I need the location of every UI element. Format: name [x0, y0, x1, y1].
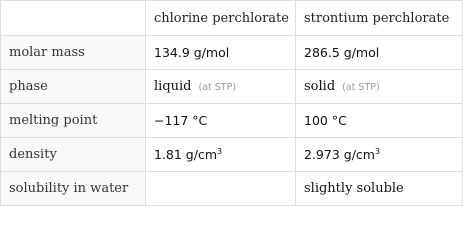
- stp-note: (at STP): [342, 82, 380, 93]
- stp-note: (at STP): [198, 82, 237, 93]
- cell-chlorine-density: [146, 138, 296, 172]
- cell-value: −117 °C: [154, 113, 208, 128]
- cell-chlorine-phase: [146, 70, 296, 104]
- cell-chlorine-melting-point: [146, 104, 296, 138]
- cell-strontium-solubility: [296, 172, 463, 206]
- header-chlorine-perchlorate: chlorine perchlorate: [146, 1, 296, 36]
- table-row: [1, 138, 463, 172]
- table-row: [1, 36, 463, 70]
- row-label-melting-point: melting point: [1, 104, 146, 138]
- header-corner-cell: [1, 1, 146, 36]
- cell-strontium-density: [296, 138, 463, 172]
- cell-value: 2.973 g/cm: [304, 147, 375, 162]
- cell-value: solid: [304, 79, 336, 94]
- cell-chlorine-molar-mass: [146, 36, 296, 70]
- cell-strontium-melting-point: [296, 104, 463, 138]
- cell-value: slightly soluble: [304, 181, 404, 196]
- table-row: [1, 70, 463, 104]
- cell-value: 134.9 g/mol: [154, 45, 230, 60]
- header-strontium-perchlorate: strontium perchlorate: [296, 1, 463, 36]
- cell-value: 1.81 g/cm: [154, 147, 218, 162]
- table-header-row: [1, 1, 463, 36]
- cell-value: liquid: [154, 79, 192, 94]
- cell-strontium-molar-mass: [296, 36, 463, 70]
- cell-value: 100 °C: [304, 113, 347, 128]
- cell-value: 286.5 g/mol: [304, 45, 380, 60]
- row-label-solubility-in-water: solubility in water: [1, 172, 146, 206]
- row-label-molar-mass: molar mass: [1, 36, 146, 70]
- cell-chlorine-solubility: [146, 172, 296, 206]
- cell-strontium-phase: [296, 70, 463, 104]
- table-row: [1, 172, 463, 206]
- unit-exponent: 3: [374, 146, 381, 156]
- unit-exponent: 3: [217, 146, 223, 156]
- row-label-phase: phase: [1, 70, 146, 104]
- table-row: [1, 104, 463, 138]
- row-label-density: density: [1, 138, 146, 172]
